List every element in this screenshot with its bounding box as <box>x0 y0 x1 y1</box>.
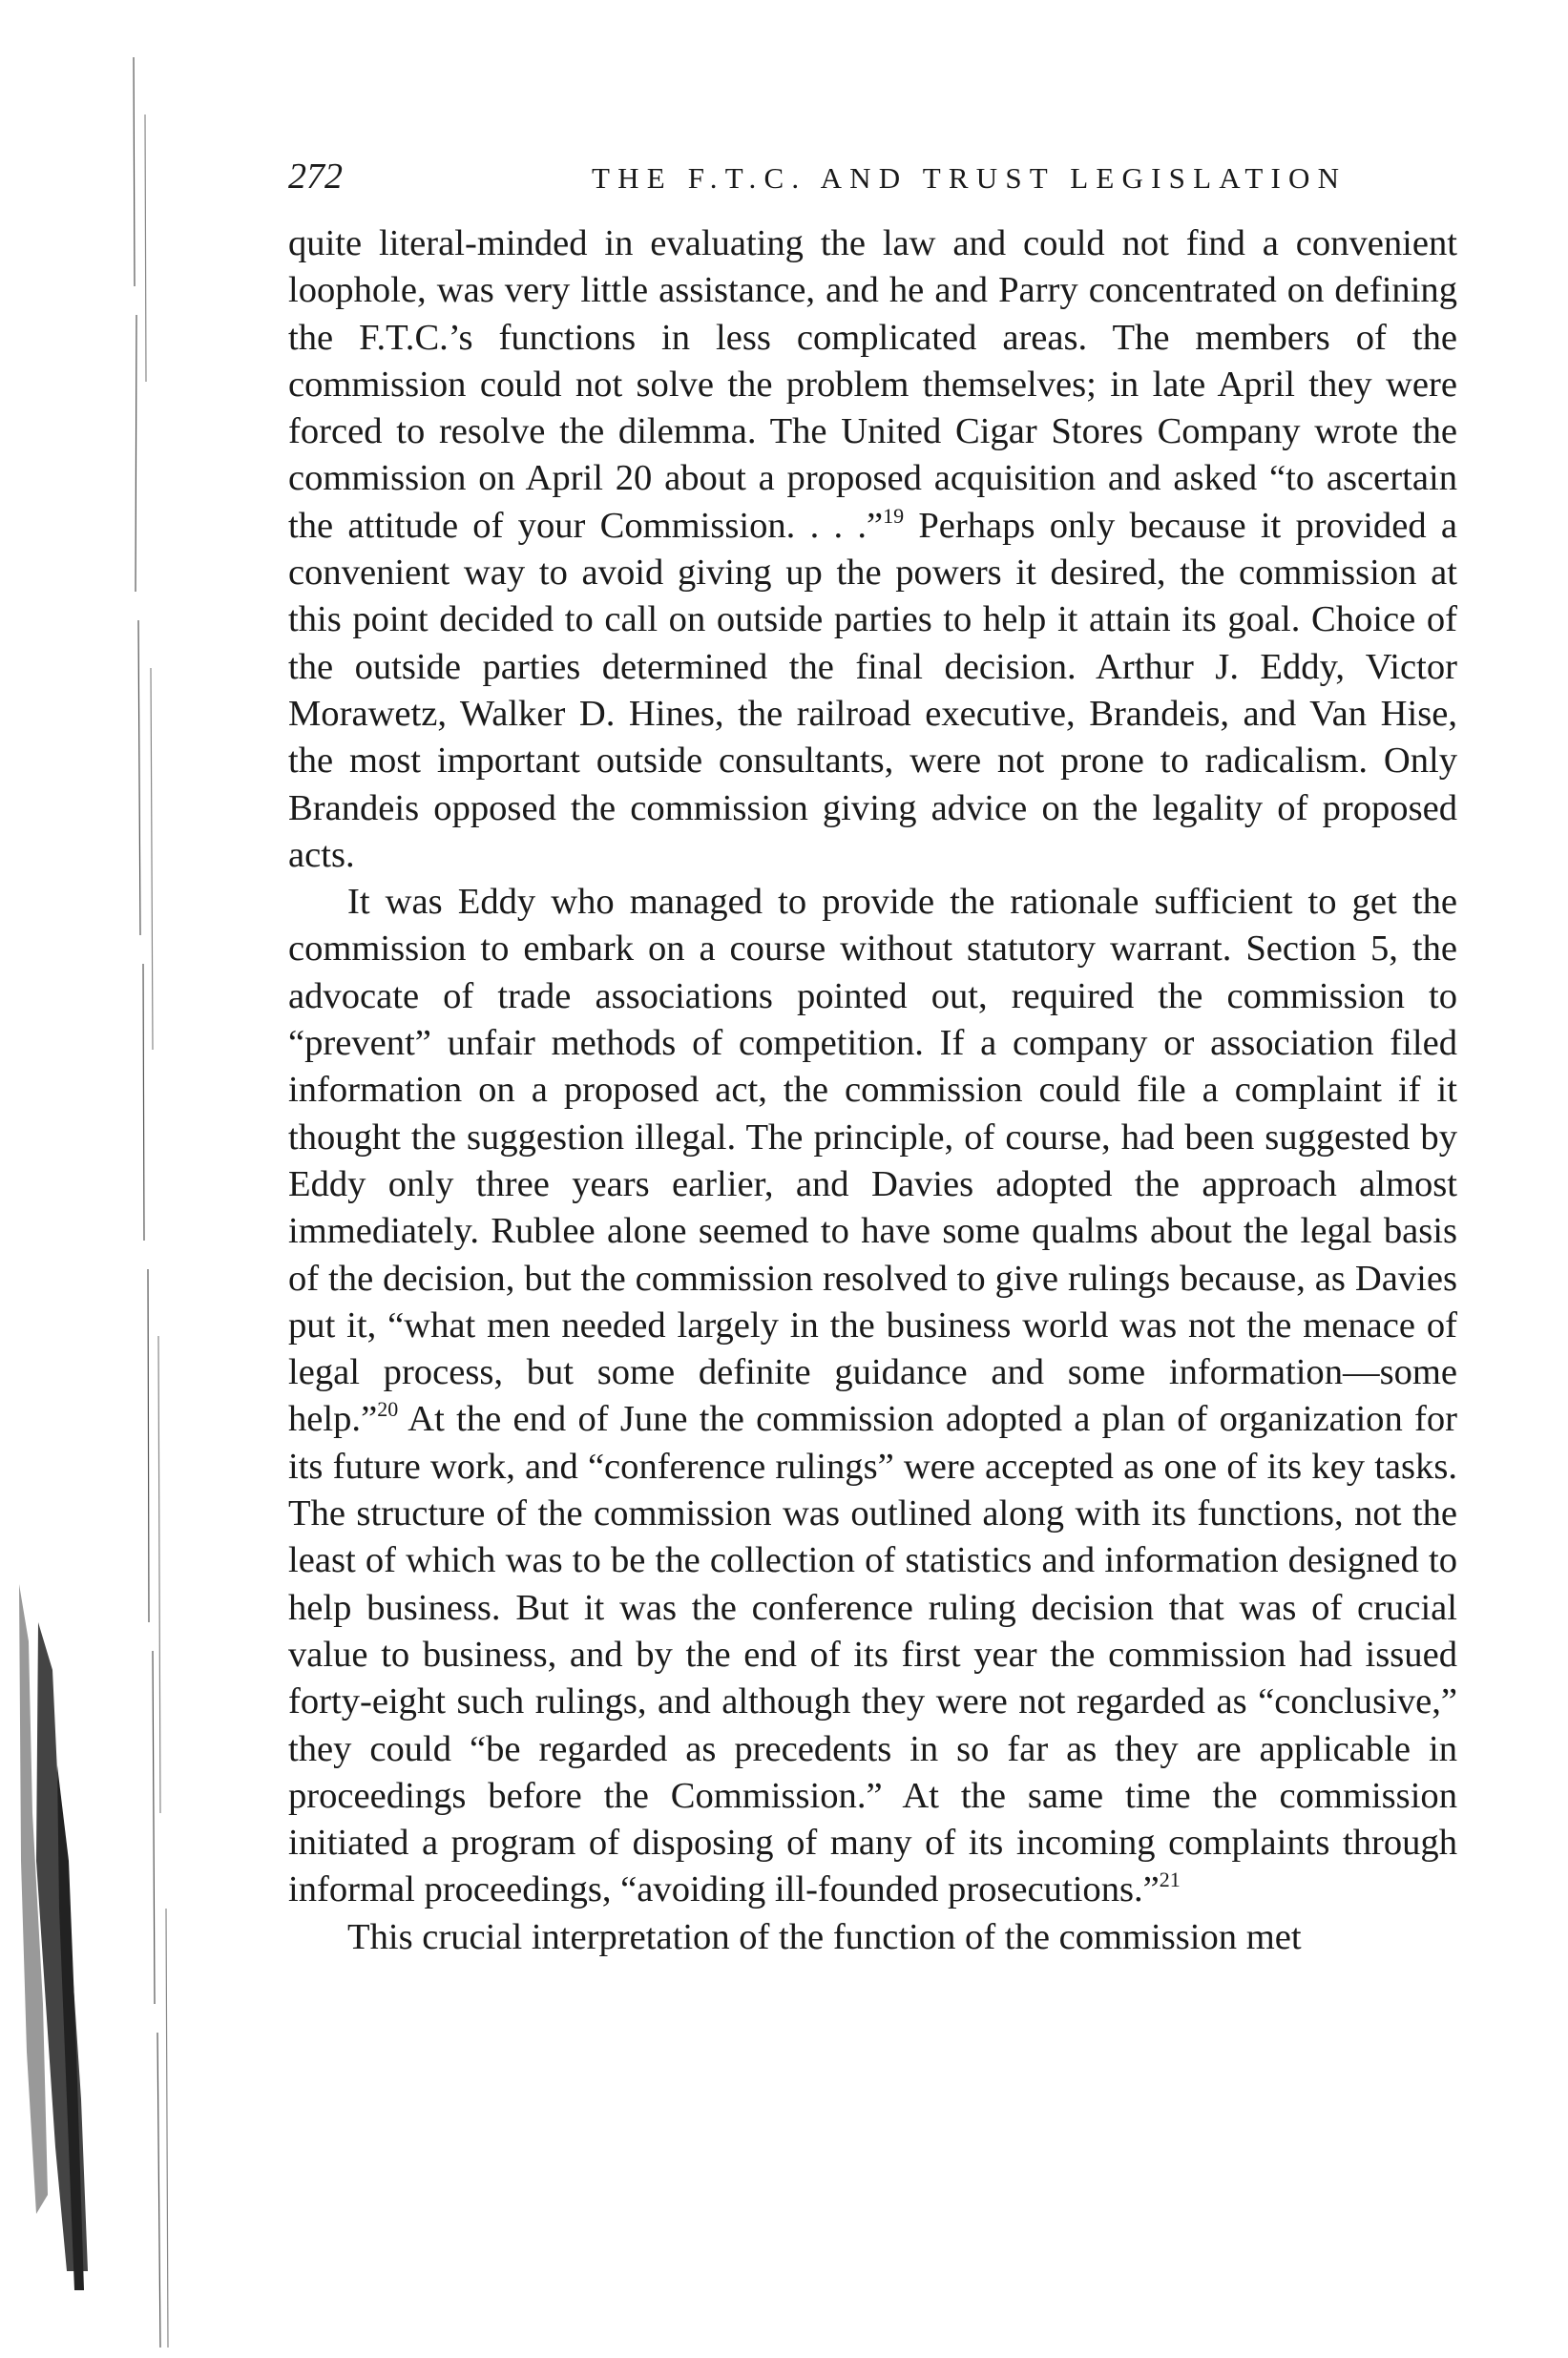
paragraph <box>288 220 1457 879</box>
page-number: 272 <box>288 157 343 197</box>
body-text <box>288 220 1457 1961</box>
paragraph-text: This crucial interpretation of the function of the commission met <box>347 1916 1302 1957</box>
footnote-ref: 21 <box>1159 1868 1181 1892</box>
page-header <box>288 153 1457 200</box>
footnote-ref: 19 <box>883 503 905 528</box>
paragraph-text: quite literal-minded in evaluating the law and could not find a convenient loophole, was very little assistance, and he and Parry concentrated on defining the F.T.C.’s functions in less complicated areas. The members of the commission could not solve the problem themselves; in late April they were forced to resolve the dilemma. The United Cigar Stores Company wrote the commission on April 20 about a proposed acquisition and asked “to ascertain the attitude of your Commission. . . .” <box>288 223 1457 546</box>
paragraph-text: At the end of June the commission adopted a plan of organization for its future work, and “conference rulings” were accepted as one of its key tasks. The structure of the commission was outlined along with its functions, not the least of which was to be the collection of statistics and information designed to help business. But it was the conference ruling decision that was of crucial value to business, and by the end of its first year the commission had issued forty-eight such rulings, and although they were not regarded as “conclusive,” they could “be regarded as precedents in so far as they are applicable in proceedings before the Commission.” At the same time the commission initiated a program of disposing of many of its incoming complaints through informal proceedings, “avoiding ill-founded prosecutions.” <box>288 1399 1457 1910</box>
footnote-ref: 20 <box>377 1397 399 1422</box>
paragraph <box>288 1914 1457 1961</box>
scan-gutter-shadow <box>0 0 191 2358</box>
running-head: THE F.T.C. AND TRUST LEGISLATION <box>592 161 1348 195</box>
paragraph <box>288 879 1457 1914</box>
paragraph-text: Perhaps only because it provided a convenient way to avoid giving up the powers it desired, the commission at this point decided to call on outside parties to help it attain its goal. Choice of the outside parties determined the final decision. Arthur J. Eddy, Victor Morawetz, Walker D. Hines, the railroad executive, Brandeis, and Van Hise, the most important outside consultants, were not prone to radicalism. Only Brandeis opposed the commission giving advice on the legality of proposed acts. <box>288 505 1457 875</box>
paragraph-text: It was Eddy who managed to provide the rationale sufficient to get the commission to embark on a course without statutory warrant. Section 5, the advocate of trade associations pointed out, required the commission to “prevent” unfair methods of competition. If a company or association filed information on a proposed act, the commission could file a complaint if it thought the suggestion illegal. The principle, of course, had been suggested by Eddy only three years earlier, and Davies adopted the approach almost immediately. Rublee alone seemed to have some qualms about the legal basis of the decision, but the commission resolved to give rulings because, as Davies put it, “what men needed largely in the business world was not the menace of legal process, but some definite guidance and some information—some help.” <box>288 882 1457 1440</box>
